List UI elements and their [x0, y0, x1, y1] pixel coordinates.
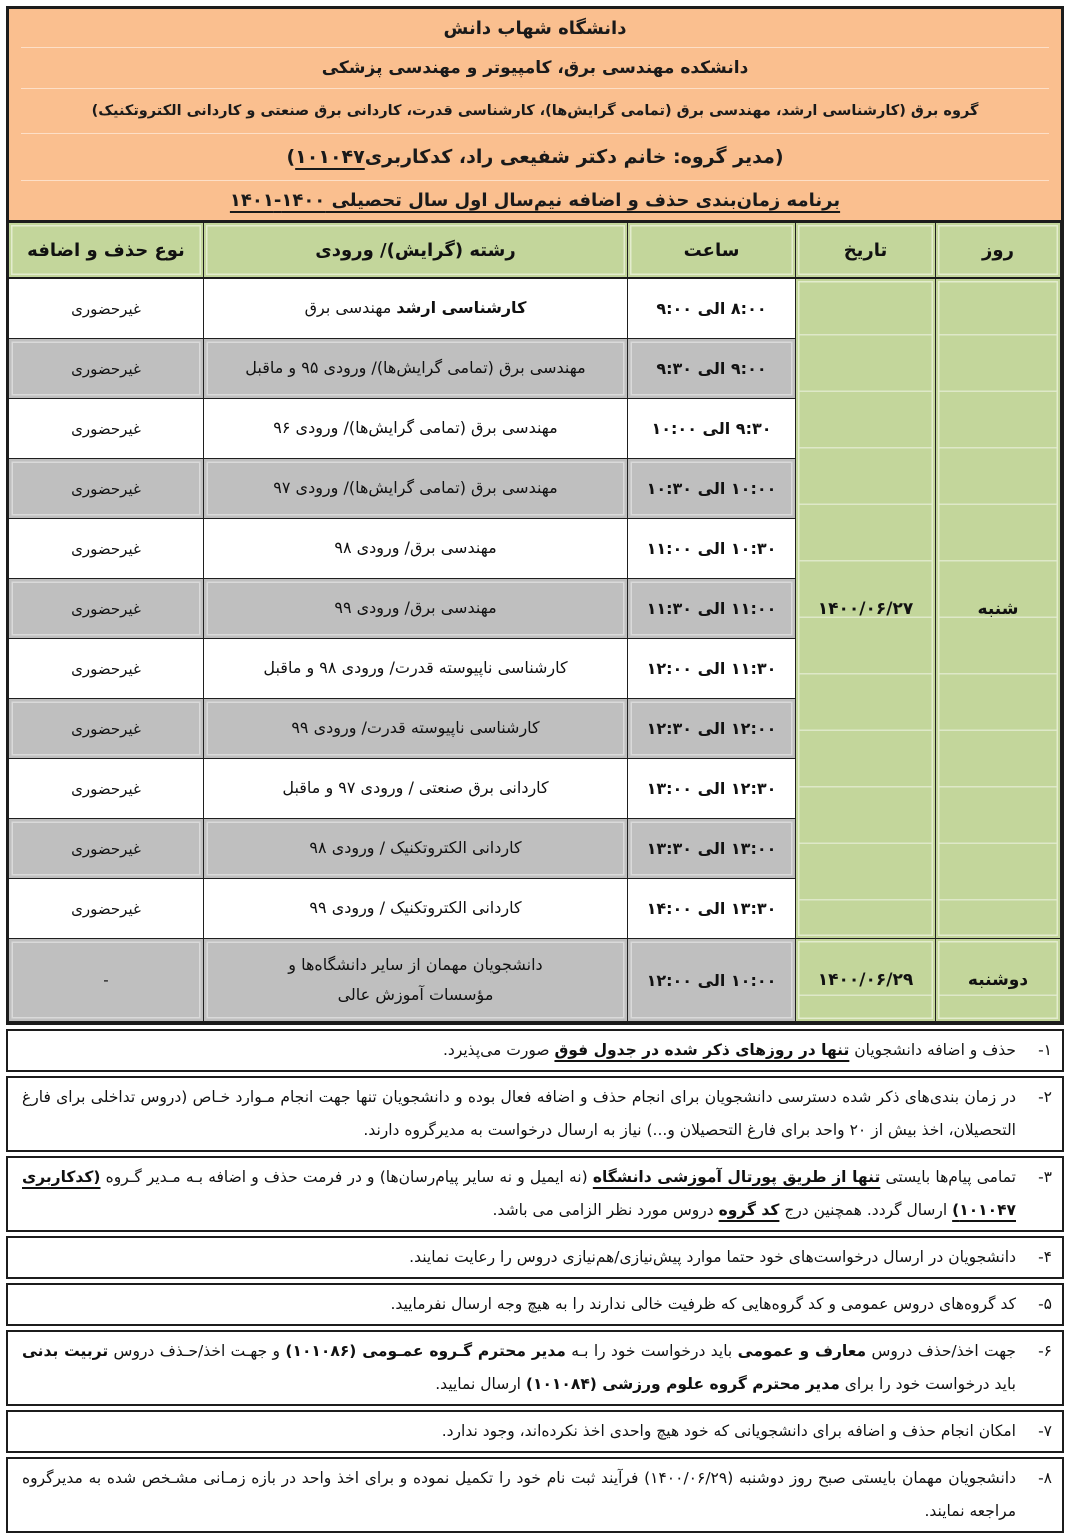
department-head-info [21, 133, 1049, 180]
text-segment: گروه برق (کارشناسی ارشد، مهندسی برق (تمامی گرایش‌ها)، کارشناسی قدرت، کاردانی برق صنعتی و کاردانی الکتروتکنیک) [91, 103, 979, 119]
cell-major [204, 278, 628, 339]
text-segment: دانشگاه شهاب دانش [443, 17, 627, 39]
note-text [22, 1288, 1016, 1321]
header-row [9, 222, 1061, 279]
cell-type: غیرحضوری [9, 879, 204, 939]
col-header-type: نوع حذف و اضافه [9, 222, 204, 279]
cell-major [204, 699, 628, 759]
note-number: ۴- [1038, 1248, 1052, 1266]
text-segment: تنها از طریق پورتال آموزشی دانشگاه [592, 1168, 881, 1186]
schedule-title [21, 180, 1049, 220]
text-segment: (کدکاربری ۱۰۱۰۴۷) [22, 1168, 1016, 1219]
col-header-major: رشته (گرایش)/ ورودی [204, 222, 628, 279]
note-number: ۸- [1038, 1469, 1052, 1487]
text-segment: ۱۰۱۰۴۷ [295, 146, 365, 168]
note-item [6, 1283, 1064, 1326]
text-segment: کارشناسی ناپیوسته قدرت/ ورودی ۹۸ و ماقبل [263, 658, 568, 678]
text-segment: دانشجویان در ارسال درخواست‌های خود حتما موارد پیش‌نیازی/هم‌نیازی دروس را رعایت نمایند. [409, 1248, 1016, 1266]
cell-time: ۱۰:۳۰ الی ۱۱:۰۰ [628, 519, 796, 579]
text-segment: تمامی پیام‌ها بایستی [880, 1168, 1016, 1186]
note-item [6, 1410, 1064, 1453]
text-segment: تربیت بدنی [22, 1342, 109, 1360]
cell-time: ۱۱:۰۰ الی ۱۱:۳۰ [628, 579, 796, 639]
text-segment: برنامه زمان‌بندی حذف و اضافه نیم‌سال اول سال تحصیلی ۱۴۰۰-۱۴۰۱ [229, 190, 841, 211]
text-segment: کاردانی الکتروتکنیک / ورودی ۹۹ [309, 898, 522, 918]
cell-time: ۱۲:۳۰ الی ۱۳:۰۰ [628, 759, 796, 819]
cell-time: ۱۰:۰۰ الی ۱۰:۳۰ [628, 459, 796, 519]
cell-day: دوشنبه [936, 939, 1061, 1022]
cell-time: ۱۳:۳۰ الی ۱۴:۰۰ [628, 879, 796, 939]
text-segment: تنها در روزهای ذکر شده در جدول فوق [554, 1041, 850, 1059]
text-segment: در زمان بندی‌های ذکر شده دسترسی دانشجویان برای انجام حذف و اضافه فعال بوده و دانشجویان تنها جهت انجام مـوارد خـاص (دروس تداخلی برای فارغ التحصیلان، اخذ بیش از ۲۰ واحد برای فارغ التحصیلان و...) نیاز به ارسال درخواست به مدیرگروه دارند. [22, 1088, 1016, 1139]
text-segment: دروس مورد نظر الزامی می باشد. [492, 1201, 719, 1219]
cell-time: ۹:۰۰ الی ۹:۳۰ [628, 339, 796, 399]
cell-time: ۱۱:۳۰ الی ۱۲:۰۰ [628, 639, 796, 699]
text-segment: کاردانی برق صنعتی / ورودی ۹۷ و ماقبل [282, 778, 549, 798]
text-segment: معارف و عمومی [737, 1342, 867, 1360]
text-segment: مهندسی برق (تمامی گرایش‌ها)/ ورودی ۹۶ [273, 418, 558, 438]
cell-type: غیرحضوری [9, 699, 204, 759]
text-segment: صورت می‌پذیرد. [442, 1041, 555, 1059]
cell-date: ۱۴۰۰/۰۶/۲۷ [796, 278, 936, 939]
text-segment: مهندسی برق/ ورودی ۹۸ [334, 538, 497, 558]
schedule-table-header [9, 222, 1061, 279]
cell-major [204, 459, 628, 519]
text-segment: (نه ایمیل و نه سایر پیام‌رسان‌ها) و در فرمت حذف و اضافه بـه مـدیر گـروه [100, 1168, 593, 1186]
note-number: ۶- [1038, 1342, 1052, 1360]
note-number: ۲- [1038, 1088, 1052, 1106]
note-item [6, 1076, 1064, 1152]
text-segment: دانشکده مهندسی برق، کامپیوتر و مهندسی پزشکی [321, 58, 749, 78]
cell-type: غیرحضوری [9, 639, 204, 699]
text-segment: مهندسی برق/ ورودی ۹۹ [334, 598, 497, 618]
cell-date: ۱۴۰۰/۰۶/۲۹ [796, 939, 936, 1022]
cell-major [204, 339, 628, 399]
note-text [22, 1161, 1016, 1227]
note-number: ۷- [1038, 1422, 1052, 1440]
cell-type: غیرحضوری [9, 579, 204, 639]
text-segment: ارسال گردد. همچنین درج [779, 1201, 953, 1219]
cell-major [204, 879, 628, 939]
text-segment: کد گروه‌های دروس عمومی و کد گروه‌هایی که ظرفیت خالی ندارند را به هیچ وجه ارسال نفرمایید. [390, 1295, 1016, 1313]
notes-section [6, 1029, 1064, 1533]
note-number: ۵- [1038, 1295, 1052, 1313]
note-number: ۱- [1038, 1041, 1052, 1059]
text-segment: مهندسی برق (تمامی گرایش‌ها)/ ورودی ۹۵ و ماقبل [245, 358, 586, 378]
cell-major [204, 579, 628, 639]
text-segment: مؤسسات آموزش عالی [337, 985, 494, 1004]
note-text [22, 1241, 1016, 1274]
note-text [22, 1081, 1016, 1147]
text-segment: کد گروه [718, 1201, 780, 1219]
text-segment: مدیر محترم گروه علوم ورزشی (۱۰۱۰۸۴) [525, 1375, 840, 1393]
cell-major [204, 759, 628, 819]
text-segment: مهندسی برق (تمامی گرایش‌ها)/ ورودی ۹۷ [273, 478, 558, 498]
note-item [6, 1156, 1064, 1232]
document-header [9, 9, 1061, 220]
text-segment: دانشجویان مهمان از سایر دانشگاه‌ها و [288, 954, 543, 974]
text-segment: دانشجویان مهمان بایستی صبح روز دوشنبه (۱۴۰۰/۰۶/۲۹) فرآیند ثبت نام خود را تکمیل نموده و برای اخذ واحد در بازه زمـانی مشـخص شده به مدیرگروه مراجعه نمایند. [22, 1469, 1016, 1520]
schedule-table [8, 220, 1061, 1022]
text-segment: ارسال نمایید. [435, 1375, 526, 1393]
text-segment: حذف و اضافه دانشجویان [849, 1041, 1016, 1059]
col-header-date: تاریخ [796, 222, 936, 279]
text-segment: باید درخواست خود را برای [839, 1375, 1016, 1393]
cell-type: غیرحضوری [9, 399, 204, 459]
cell-day: شنبه [936, 278, 1061, 939]
note-text [22, 1335, 1016, 1401]
text-segment: مهندسی برق [304, 298, 397, 318]
note-number: ۳- [1038, 1168, 1052, 1186]
cell-time: ۹:۳۰ الی ۱۰:۰۰ [628, 399, 796, 459]
cell-time: ۸:۰۰ الی ۹:۰۰ [628, 278, 796, 339]
text-segment: باید درخواست خود را بـه [565, 1342, 738, 1360]
header-and-table-unit [6, 6, 1064, 1025]
text-segment: کارشناسی ارشد [396, 298, 527, 318]
cell-type: غیرحضوری [9, 339, 204, 399]
cell-type: غیرحضوری [9, 759, 204, 819]
cell-type: - [9, 939, 204, 1022]
note-item [6, 1236, 1064, 1279]
cell-major [204, 939, 628, 1022]
cell-major [204, 639, 628, 699]
cell-type: غیرحضوری [9, 459, 204, 519]
department-info [21, 88, 1049, 133]
cell-type: غیرحضوری [9, 819, 204, 879]
cell-type: غیرحضوری [9, 278, 204, 339]
schedule-table-body [9, 278, 1061, 1022]
cell-major [204, 399, 628, 459]
note-item [6, 1457, 1064, 1533]
cell-time: ۱۰:۰۰ الی ۱۲:۰۰ [628, 939, 796, 1022]
table-row [9, 278, 1061, 339]
note-text [22, 1462, 1016, 1528]
text-segment: جهت اخذ/حذف دروس [866, 1342, 1016, 1360]
note-text [22, 1415, 1016, 1448]
text-segment: و جهـت اخذ/حـذف دروس [108, 1342, 286, 1360]
cell-major [204, 819, 628, 879]
text-segment: (مدیر گروه: خانم دکتر شفیعی راد، کدکاربری [364, 146, 784, 168]
faculty-name [21, 47, 1049, 88]
cell-major [204, 519, 628, 579]
university-name [21, 9, 1049, 47]
cell-time: ۱۳:۰۰ الی ۱۳:۳۰ [628, 819, 796, 879]
text-segment: کارشناسی ناپیوسته قدرت/ ورودی ۹۹ [291, 718, 540, 738]
cell-type: غیرحضوری [9, 519, 204, 579]
note-text [22, 1034, 1016, 1067]
cell-time: ۱۲:۰۰ الی ۱۲:۳۰ [628, 699, 796, 759]
col-header-time: ساعت [628, 222, 796, 279]
text-segment: امکان انجام حذف و اضافه برای دانشجویانی که خود هیچ واحدی اخذ نکرده‌اند، وجود ندارد. [441, 1422, 1016, 1440]
table-row [9, 939, 1061, 1022]
note-item [6, 1029, 1064, 1072]
text-segment: مدیر محترم گـروه عمـومی (۱۰۱۰۸۶) [285, 1342, 566, 1360]
text-segment: کاردانی الکتروتکنیک / ورودی ۹۸ [309, 838, 522, 858]
col-header-day: روز [936, 222, 1061, 279]
note-item [6, 1330, 1064, 1406]
text-segment: ) [286, 146, 296, 168]
